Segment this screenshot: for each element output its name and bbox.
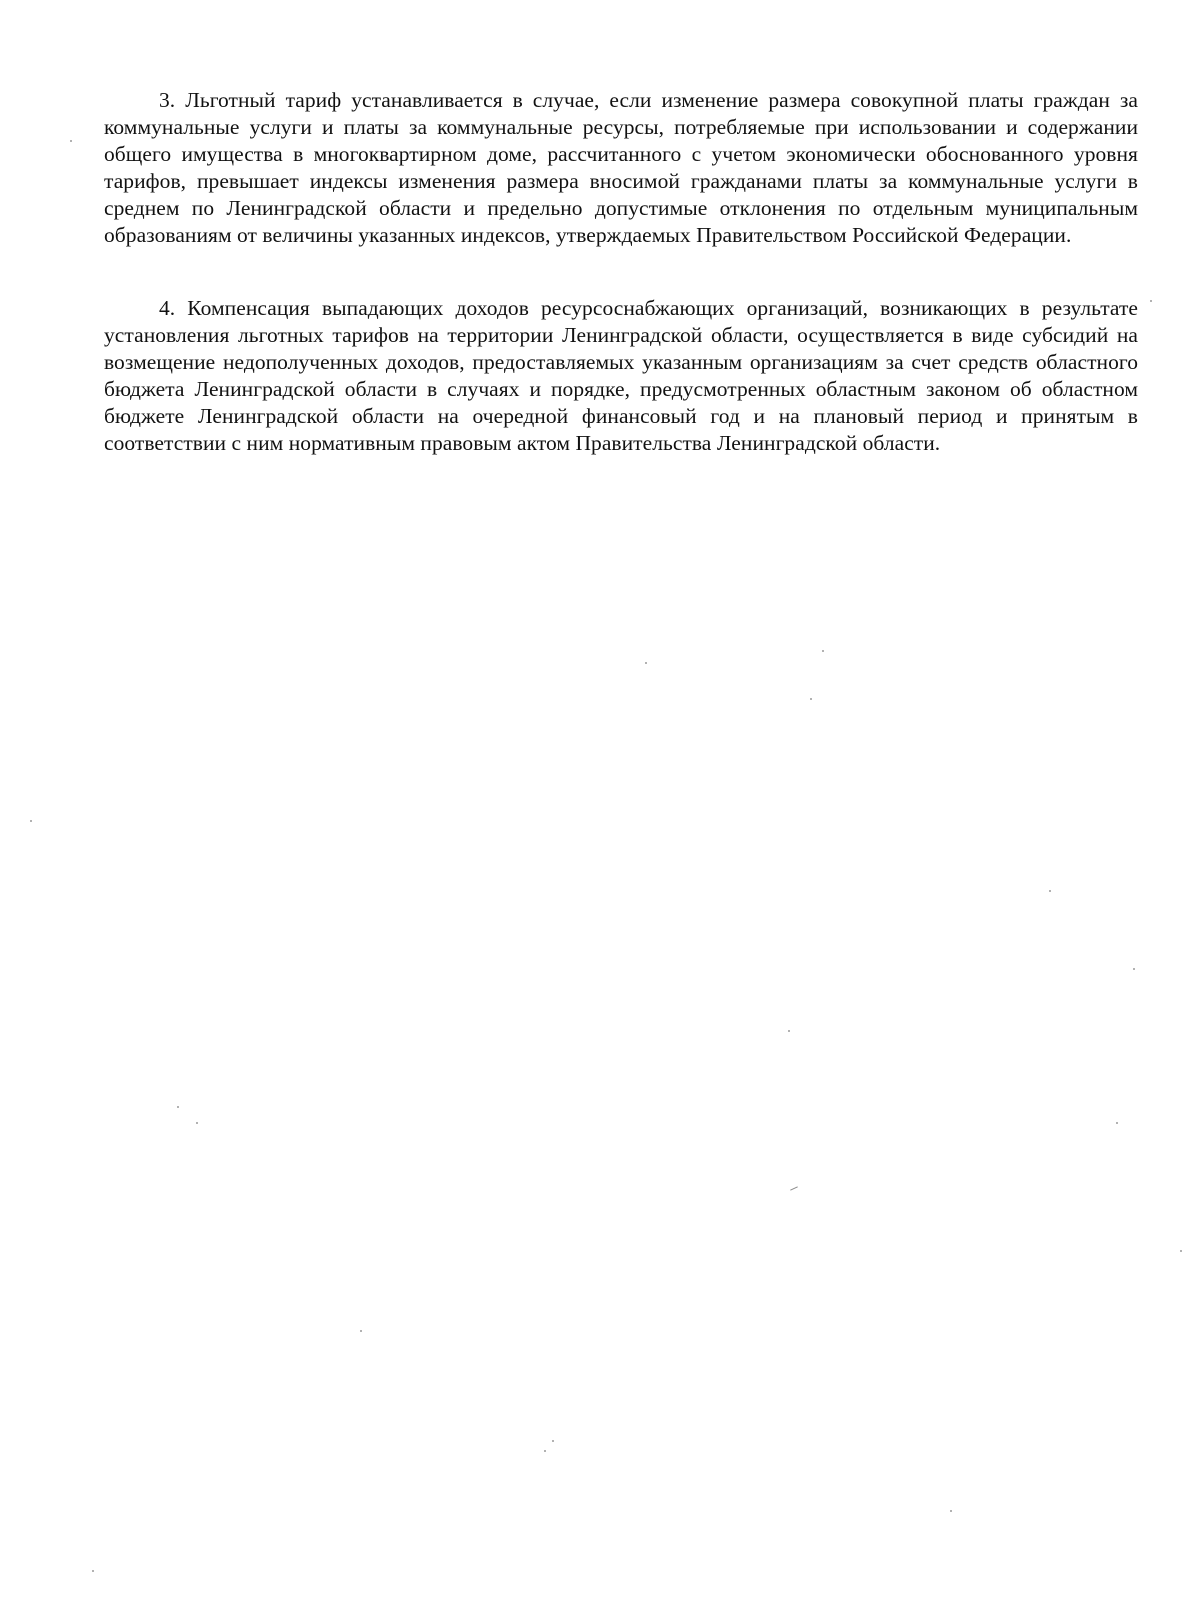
scan-speck [1150,300,1152,302]
scan-speck [1133,968,1135,970]
scan-speck [360,1330,362,1332]
paragraph-4: 4. Компенсация выпадающих доходов ресурсоснабжающих организаций, возникающих в результате установления льготных тарифов на территории Ленинградской области, осуществляется в виде субсидий на возмещение недополученных доходов, предоставляемых указанным организациям за счет средств областного бюджета Ленинградской области в случаях и порядке, предусмотренных областным законом об областном бюджете Ленинградской области на очередной финансовый год и на плановый период и принятым в соответствии с ним нормативным правовым актом Правительства Ленинградской области. [104,296,1138,455]
scan-speck [552,1440,554,1442]
scan-speck [196,1122,198,1124]
paragraph-3: 3. Льготный тариф устанавливается в случае, если изменение размера совокупной платы граждан за коммунальные услуги и платы за коммунальные ресурсы, потребляемые при использовании и содержании общего имущества в многоквартирном доме, рассчитанного с учетом экономически обоснованного уровня тарифов, превышает индексы изменения размера вносимой гражданами платы за коммунальные услуги в среднем по Ленинградской области и предельно допустимые отклонения по отдельным муниципальным образованиям от величины указанных индексов, утверждаемых Правительством Российской Федерации. [104,88,1138,247]
scan-speck [70,140,72,142]
scan-speck [92,1570,94,1572]
scan-streak [790,1186,798,1190]
scan-speck [1180,1250,1182,1252]
scan-speck [177,1106,179,1108]
scan-speck [1116,1122,1118,1124]
scan-speck [1049,890,1051,892]
scan-speck [30,820,32,822]
scan-speck [822,650,824,652]
scan-speck [645,662,647,664]
scan-speck [950,1510,952,1512]
scan-speck [810,698,812,700]
scan-speck [544,1450,546,1452]
scan-speck [788,1030,790,1032]
